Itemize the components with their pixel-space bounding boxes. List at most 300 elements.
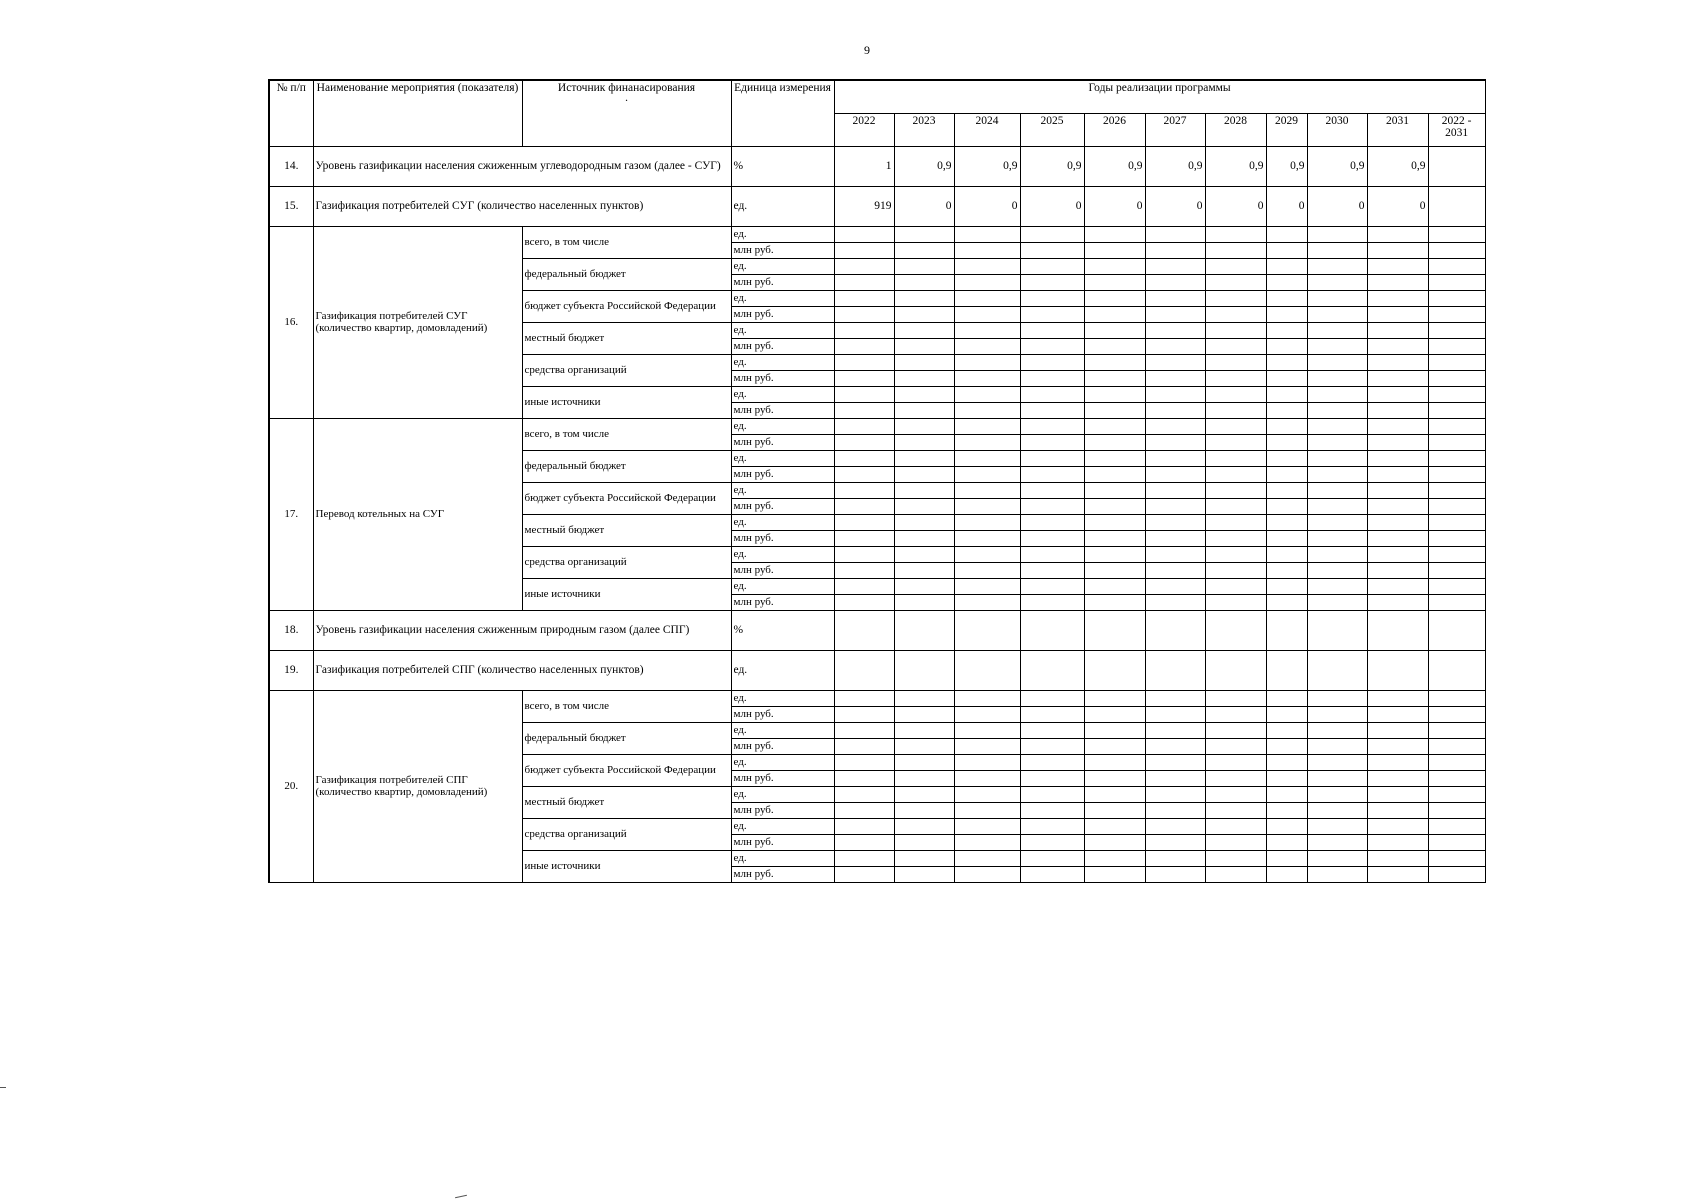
value-cell (1428, 578, 1485, 594)
value-cell: 0,9 (894, 146, 954, 186)
unit-cell: млн руб. (731, 402, 834, 418)
value-cell (1428, 738, 1485, 754)
header-source (522, 80, 731, 146)
value-cell (954, 594, 1020, 610)
funding-source: иные источники (522, 386, 731, 418)
value-cell (894, 498, 954, 514)
value-cell (1205, 354, 1266, 370)
value-cell (1205, 258, 1266, 274)
value-cell (1367, 226, 1428, 242)
value-cell (1084, 482, 1145, 498)
value-cell (834, 802, 894, 818)
value-cell (834, 690, 894, 706)
value-cell (834, 834, 894, 850)
value-cell: 0,9 (1307, 146, 1367, 186)
header-year: 2025 (1020, 113, 1084, 146)
unit-cell: млн руб. (731, 242, 834, 258)
value-cell (894, 850, 954, 866)
value-cell (834, 450, 894, 466)
value-cell (1084, 354, 1145, 370)
value-cell (1367, 722, 1428, 738)
value-cell (1145, 274, 1205, 290)
value-cell (1205, 650, 1266, 690)
value-cell (894, 530, 954, 546)
value-cell (1145, 402, 1205, 418)
value-cell (954, 866, 1020, 882)
value-cell (1020, 258, 1084, 274)
value-cell (954, 274, 1020, 290)
value-cell (1084, 466, 1145, 482)
value-cell (1428, 594, 1485, 610)
value-cell: 0,9 (1020, 146, 1084, 186)
value-cell (1084, 738, 1145, 754)
funding-source: федеральный бюджет (522, 258, 731, 290)
row-num: 20. (269, 690, 313, 882)
value-cell (1307, 786, 1367, 802)
header-year: 2030 (1307, 113, 1367, 146)
value-cell (894, 434, 954, 450)
header-year: 2029 (1266, 113, 1307, 146)
header-year: 2023 (894, 113, 954, 146)
value-cell (1266, 610, 1307, 650)
value-cell (1205, 306, 1266, 322)
value-cell (1020, 690, 1084, 706)
unit-cell: млн руб. (731, 562, 834, 578)
value-cell (1266, 514, 1307, 530)
value-cell (954, 450, 1020, 466)
value-cell (1266, 434, 1307, 450)
value-cell (834, 402, 894, 418)
value-cell (1020, 466, 1084, 482)
value-cell (1367, 754, 1428, 770)
value-cell (1266, 754, 1307, 770)
value-cell (1145, 834, 1205, 850)
value-cell (1020, 706, 1084, 722)
value-cell (1307, 482, 1367, 498)
value-cell (894, 322, 954, 338)
value-cell (894, 306, 954, 322)
value-cell (834, 322, 894, 338)
value-cell (954, 226, 1020, 242)
row-num: 14. (269, 146, 313, 186)
value-cell (1205, 498, 1266, 514)
value-cell (1020, 226, 1084, 242)
value-cell (1266, 402, 1307, 418)
unit-cell: млн руб. (731, 498, 834, 514)
value-cell (1205, 290, 1266, 306)
value-cell (894, 610, 954, 650)
value-cell (1428, 402, 1485, 418)
value-cell (954, 498, 1020, 514)
header-year: 2026 (1084, 113, 1145, 146)
value-cell (1307, 450, 1367, 466)
value-cell (834, 338, 894, 354)
value-cell (1266, 322, 1307, 338)
value-cell (1367, 306, 1428, 322)
value-cell (1428, 466, 1485, 482)
value-cell (954, 722, 1020, 738)
header-unit: Единица измерения (731, 80, 834, 146)
value-cell (1428, 146, 1485, 186)
value-cell (1367, 274, 1428, 290)
value-cell: 0,9 (1145, 146, 1205, 186)
value-cell (834, 498, 894, 514)
value-cell (1307, 578, 1367, 594)
row-unit: ед. (731, 186, 834, 226)
value-cell (1428, 418, 1485, 434)
unit-cell: млн руб. (731, 594, 834, 610)
header-years-title: Годы реализации программы (834, 80, 1485, 113)
value-cell (1145, 866, 1205, 882)
value-cell (954, 258, 1020, 274)
value-cell (1020, 498, 1084, 514)
value-cell (1084, 546, 1145, 562)
value-cell (894, 338, 954, 354)
value-cell (1307, 498, 1367, 514)
value-cell (1205, 322, 1266, 338)
value-cell (1084, 258, 1145, 274)
unit-cell: ед. (731, 690, 834, 706)
value-cell (954, 322, 1020, 338)
table-row (269, 186, 1485, 226)
value-cell (1266, 530, 1307, 546)
header-source-label: Источник финанасирования (557, 82, 696, 94)
value-cell (1020, 786, 1084, 802)
value-cell (954, 690, 1020, 706)
value-cell (954, 370, 1020, 386)
value-cell (1428, 450, 1485, 466)
value-cell (1367, 450, 1428, 466)
value-cell (1205, 274, 1266, 290)
value-cell (1307, 322, 1367, 338)
value-cell (1367, 690, 1428, 706)
value-cell (1367, 290, 1428, 306)
value-cell (1020, 610, 1084, 650)
value-cell (1084, 578, 1145, 594)
value-cell (894, 786, 954, 802)
value-cell (1428, 514, 1485, 530)
value-cell: 0,9 (1084, 146, 1145, 186)
value-cell (1145, 706, 1205, 722)
unit-cell: млн руб. (731, 706, 834, 722)
value-cell (1205, 466, 1266, 482)
value-cell (894, 354, 954, 370)
value-cell (834, 722, 894, 738)
header-name: Наименование мероприятия (показателя) (313, 80, 522, 146)
row-unit: ед. (731, 650, 834, 690)
value-cell (1307, 706, 1367, 722)
value-cell (1307, 690, 1367, 706)
value-cell (1367, 434, 1428, 450)
value-cell (1084, 562, 1145, 578)
value-cell (1367, 530, 1428, 546)
value-cell (1084, 386, 1145, 402)
value-cell (894, 770, 954, 786)
unit-cell: ед. (731, 482, 834, 498)
value-cell (1367, 242, 1428, 258)
value-cell (1205, 690, 1266, 706)
unit-cell: млн руб. (731, 802, 834, 818)
value-cell (1020, 578, 1084, 594)
value-cell (834, 466, 894, 482)
value-cell (1428, 338, 1485, 354)
value-cell (1145, 530, 1205, 546)
funding-source: местный бюджет (522, 786, 731, 818)
value-cell (1266, 354, 1307, 370)
value-cell (1266, 786, 1307, 802)
unit-cell: ед. (731, 546, 834, 562)
value-cell (1367, 650, 1428, 690)
value-cell (1367, 786, 1428, 802)
value-cell (1266, 226, 1307, 242)
value-cell (1020, 338, 1084, 354)
value-cell (894, 834, 954, 850)
header-num: № п/п (269, 80, 313, 146)
value-cell (1307, 290, 1367, 306)
value-cell (1307, 850, 1367, 866)
value-cell (1020, 562, 1084, 578)
header-source-mark: · (624, 94, 629, 107)
value-cell (1145, 610, 1205, 650)
value-cell: 0 (1367, 186, 1428, 226)
value-cell (954, 578, 1020, 594)
unit-cell: млн руб. (731, 866, 834, 882)
value-cell (954, 482, 1020, 498)
value-cell (1145, 786, 1205, 802)
table-row (269, 146, 1485, 186)
row-name: Газификация потребителей СПГ (количество населенных пунктов) (313, 650, 731, 690)
value-cell (894, 226, 954, 242)
value-cell (834, 850, 894, 866)
row-name: Уровень газификации населения сжиженным углеводородным газом (далее - СУГ) (313, 146, 731, 186)
value-cell (1145, 818, 1205, 834)
value-cell (1266, 818, 1307, 834)
header-year: 2022 - 2031 (1428, 113, 1485, 146)
value-cell (894, 274, 954, 290)
value-cell (1020, 770, 1084, 786)
value-cell (1266, 594, 1307, 610)
value-cell (1367, 482, 1428, 498)
value-cell (1084, 722, 1145, 738)
unit-cell: млн руб. (731, 274, 834, 290)
value-cell (834, 482, 894, 498)
value-cell (1205, 722, 1266, 738)
value-cell (1428, 866, 1485, 882)
value-cell: 0,9 (954, 146, 1020, 186)
funding-source: бюджет субъекта Российской Федерации (522, 290, 731, 322)
value-cell (1145, 722, 1205, 738)
value-cell (1145, 466, 1205, 482)
value-cell (1020, 274, 1084, 290)
value-cell (1307, 514, 1367, 530)
value-cell (1205, 546, 1266, 562)
value-cell (1205, 514, 1266, 530)
value-cell (834, 594, 894, 610)
row-name: Газификация потребителей СУГ (количество населенных пунктов) (313, 186, 731, 226)
value-cell (1205, 866, 1266, 882)
value-cell: 0 (894, 186, 954, 226)
unit-cell: ед. (731, 290, 834, 306)
value-cell (1145, 482, 1205, 498)
value-cell (1266, 802, 1307, 818)
funding-source: местный бюджет (522, 514, 731, 546)
value-cell (954, 706, 1020, 722)
value-cell (894, 482, 954, 498)
value-cell (1307, 530, 1367, 546)
value-cell (1020, 386, 1084, 402)
value-cell (954, 530, 1020, 546)
value-cell (1367, 546, 1428, 562)
funding-source: иные источники (522, 578, 731, 610)
value-cell (1205, 242, 1266, 258)
value-cell (1205, 370, 1266, 386)
value-cell (1084, 866, 1145, 882)
value-cell (834, 274, 894, 290)
row-num: 16. (269, 226, 313, 418)
unit-cell: ед. (731, 226, 834, 242)
value-cell (834, 418, 894, 434)
value-cell (954, 546, 1020, 562)
value-cell (894, 466, 954, 482)
value-cell (954, 650, 1020, 690)
value-cell (1307, 770, 1367, 786)
value-cell (1084, 226, 1145, 242)
value-cell (1145, 370, 1205, 386)
value-cell (1084, 306, 1145, 322)
value-cell (954, 786, 1020, 802)
value-cell (1428, 274, 1485, 290)
value-cell (1307, 242, 1367, 258)
value-cell (1367, 610, 1428, 650)
value-cell (954, 802, 1020, 818)
value-cell (1307, 722, 1367, 738)
value-cell (954, 386, 1020, 402)
value-cell (1145, 354, 1205, 370)
header-year: 2024 (954, 113, 1020, 146)
value-cell (1428, 834, 1485, 850)
value-cell (1205, 818, 1266, 834)
value-cell (1428, 770, 1485, 786)
value-cell (1145, 690, 1205, 706)
value-cell (1145, 226, 1205, 242)
table-row (269, 650, 1485, 690)
value-cell (1307, 466, 1367, 482)
value-cell (1307, 738, 1367, 754)
value-cell (1428, 562, 1485, 578)
value-cell (954, 514, 1020, 530)
value-cell: 0 (1084, 186, 1145, 226)
unit-cell: ед. (731, 722, 834, 738)
value-cell (1367, 418, 1428, 434)
value-cell (1428, 370, 1485, 386)
value-cell (1205, 450, 1266, 466)
value-cell (1266, 482, 1307, 498)
unit-cell: ед. (731, 386, 834, 402)
header-year: 2031 (1367, 113, 1428, 146)
value-cell (834, 242, 894, 258)
value-cell: 0,9 (1266, 146, 1307, 186)
funding-source: бюджет субъекта Российской Федерации (522, 754, 731, 786)
value-cell (1145, 450, 1205, 466)
value-cell (1367, 322, 1428, 338)
value-cell (1084, 402, 1145, 418)
value-cell: 0 (1307, 186, 1367, 226)
value-cell (894, 706, 954, 722)
row-unit: % (731, 146, 834, 186)
value-cell (834, 738, 894, 754)
scan-mark (0, 1087, 6, 1088)
row-unit: % (731, 610, 834, 650)
value-cell (1367, 498, 1428, 514)
value-cell (894, 514, 954, 530)
value-cell (1084, 274, 1145, 290)
value-cell (894, 418, 954, 434)
value-cell (1367, 258, 1428, 274)
value-cell (834, 434, 894, 450)
value-cell (1307, 434, 1367, 450)
value-cell (1020, 738, 1084, 754)
table-row (269, 610, 1485, 650)
value-cell (1307, 546, 1367, 562)
value-cell (1145, 434, 1205, 450)
value-cell (1084, 770, 1145, 786)
unit-cell: ед. (731, 450, 834, 466)
value-cell (1266, 386, 1307, 402)
value-cell (1428, 850, 1485, 866)
table-row (269, 226, 1485, 242)
value-cell (1367, 770, 1428, 786)
value-cell (1266, 722, 1307, 738)
value-cell (1205, 418, 1266, 434)
value-cell (1367, 866, 1428, 882)
value-cell (1145, 306, 1205, 322)
row-name: Уровень газификации населения сжиженным природным газом (далее СПГ) (313, 610, 731, 650)
value-cell (834, 386, 894, 402)
value-cell: 0,9 (1367, 146, 1428, 186)
unit-cell: ед. (731, 786, 834, 802)
value-cell (1205, 434, 1266, 450)
value-cell (1266, 738, 1307, 754)
value-cell (1205, 770, 1266, 786)
value-cell (834, 754, 894, 770)
value-cell (1307, 258, 1367, 274)
value-cell (954, 770, 1020, 786)
value-cell (894, 802, 954, 818)
funding-source: федеральный бюджет (522, 722, 731, 754)
value-cell (1266, 850, 1307, 866)
value-cell (894, 562, 954, 578)
value-cell (1020, 754, 1084, 770)
value-cell (1205, 786, 1266, 802)
value-cell (1367, 594, 1428, 610)
value-cell (834, 290, 894, 306)
value-cell (894, 386, 954, 402)
value-cell (1205, 562, 1266, 578)
value-cell (1020, 242, 1084, 258)
value-cell (1020, 434, 1084, 450)
value-cell (1428, 786, 1485, 802)
value-cell (1266, 450, 1307, 466)
funding-source: средства организаций (522, 354, 731, 386)
value-cell (1266, 242, 1307, 258)
value-cell (834, 306, 894, 322)
value-cell (1145, 322, 1205, 338)
value-cell (1428, 610, 1485, 650)
value-cell (1020, 722, 1084, 738)
value-cell (1020, 818, 1084, 834)
funding-source: бюджет субъекта Российской Федерации (522, 482, 731, 514)
value-cell (1307, 354, 1367, 370)
